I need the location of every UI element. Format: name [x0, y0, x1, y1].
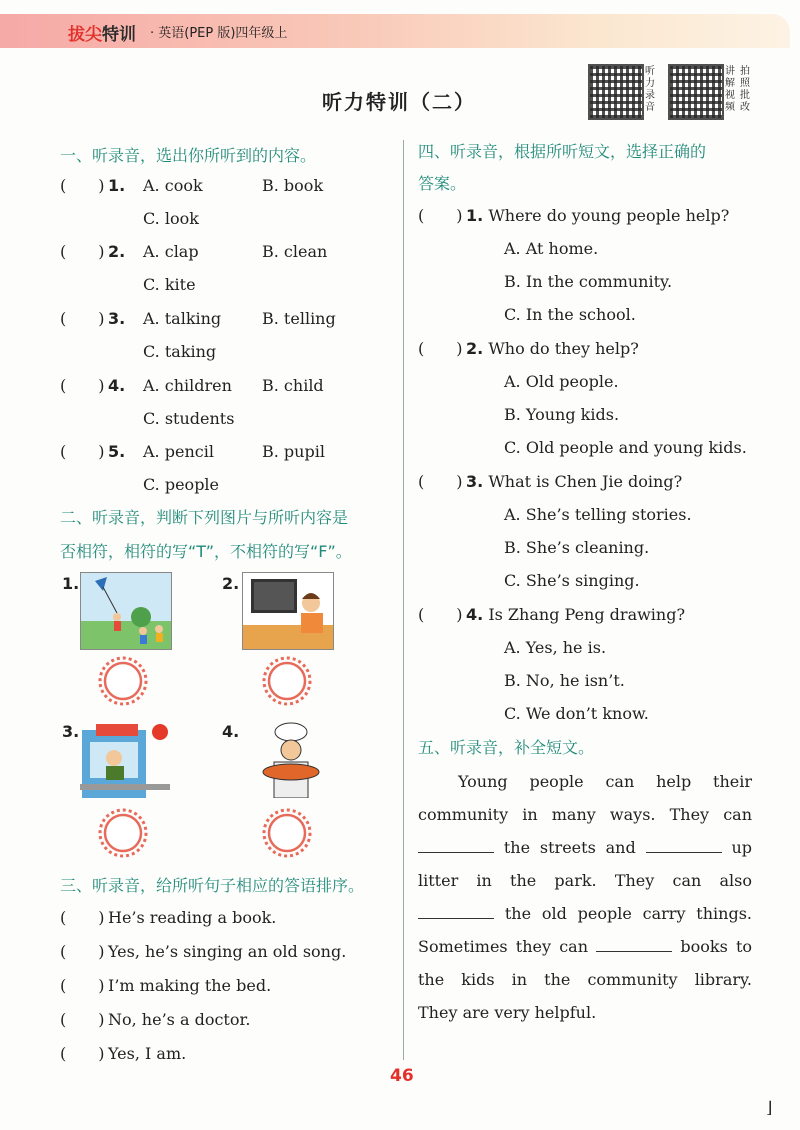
- picture-1-kite-park: [80, 572, 172, 650]
- part4-q4-c: C. We don’t know.: [504, 704, 649, 723]
- picture-2-boy-computer: [242, 572, 334, 650]
- passage-line2: community in many ways. They can: [418, 805, 752, 824]
- qr-code-2[interactable]: [668, 64, 724, 120]
- section3-heading: 三、听录音，给所听句子相应的答语排序。: [60, 876, 365, 895]
- part3-item1: ( ) He’s reading a book.: [60, 908, 277, 927]
- brand-logo: [68, 20, 136, 45]
- part1-q3-b: B. telling: [262, 309, 336, 328]
- blank-2[interactable]: [646, 838, 722, 853]
- part1-q4-c: C. students: [143, 409, 235, 428]
- corner-mark: ⌋: [766, 1098, 773, 1117]
- column-divider: [403, 140, 404, 1060]
- part1-q1: ( ) 1.: [60, 176, 126, 195]
- brand-part1: 拔尖: [68, 25, 102, 45]
- part1-q3: ( ) 3.: [60, 309, 126, 328]
- part1-q1-b: B. book: [262, 176, 324, 195]
- picture-3-number: 3.: [62, 722, 80, 741]
- part4-q3: ( ) 3. What is Chen Jie doing?: [418, 472, 683, 491]
- picture-4-number: 4.: [222, 722, 240, 741]
- part4-q2: ( ) 2. Who do they help?: [418, 339, 639, 358]
- passage-line1: Young people can help their: [458, 772, 752, 791]
- picture-1-number: 1.: [62, 574, 80, 593]
- section5-heading: 五、听录音，补全短文。: [418, 738, 595, 757]
- part1-q4-a: A. children: [143, 376, 232, 395]
- passage-line4: litter in the park. They can also: [418, 871, 752, 890]
- part4-q1-a: A. At home.: [504, 239, 599, 258]
- part3-item4: ( ) No, he’s a doctor.: [60, 1010, 251, 1029]
- answer-circle-4[interactable]: [260, 806, 314, 860]
- part4-q1-b: B. In the community.: [504, 272, 673, 291]
- picture-2-number: 2.: [222, 574, 240, 593]
- passage: [418, 765, 752, 1029]
- passage-line3: the streets and up: [418, 831, 752, 864]
- qr-code-1[interactable]: [588, 64, 644, 120]
- section4-heading-line2: 答案。: [418, 174, 467, 193]
- passage-line6: Sometimes they can books to: [418, 937, 752, 956]
- qr-label-3: 拍照批改: [740, 66, 750, 113]
- part4-q3-a: A. She’s telling stories.: [504, 505, 692, 524]
- picture-4-cook: [256, 722, 346, 798]
- part1-q2-a: A. clap: [143, 242, 199, 261]
- part1-q2-b: B. clean: [262, 242, 328, 261]
- section2-heading-line1: 二、听录音，判断下列图片与所听内容是: [60, 508, 349, 527]
- passage-line5: the old people carry things.: [418, 897, 752, 930]
- part1-q5: ( ) 5.: [60, 442, 126, 461]
- section4-heading-line1: 四、听录音，根据所听短文，选择正确的: [418, 142, 707, 161]
- blank-3[interactable]: [418, 904, 494, 919]
- qr-label-1: 听力录音: [645, 66, 655, 113]
- part1-q5-a: A. pencil: [143, 442, 214, 461]
- part1-q4-b: B. child: [262, 376, 324, 395]
- part4-q2-c: C. Old people and young kids.: [504, 438, 747, 457]
- blank-4[interactable]: [596, 937, 672, 952]
- part3-item5: ( ) Yes, I am.: [60, 1044, 187, 1063]
- part4-q1: ( ) 1. Where do young people help?: [418, 206, 730, 225]
- part4-q2-b: B. Young kids.: [504, 405, 620, 424]
- answer-circle-2[interactable]: [260, 654, 314, 708]
- part1-q5-b: B. pupil: [262, 442, 325, 461]
- part1-q1-c: C. look: [143, 209, 199, 228]
- part3-item3: ( ) I’m making the bed.: [60, 976, 272, 995]
- part1-q1-a: A. cook: [143, 176, 203, 195]
- qr-label-2: 讲解视频: [725, 66, 735, 113]
- brand-part2: 特训: [102, 25, 136, 45]
- part1-q4: ( ) 4.: [60, 376, 126, 395]
- answer-circle-1[interactable]: [96, 654, 150, 708]
- section1-heading: 一、听录音，选出你所听到的内容。: [60, 146, 317, 165]
- part4-q4-b: B. No, he isn’t.: [504, 671, 625, 690]
- page-title: 听力特训（二）: [322, 90, 476, 114]
- part4-q4-a: A. Yes, he is.: [504, 638, 607, 657]
- page-number: 46: [390, 1066, 414, 1086]
- picture-3-man-bus: [80, 722, 170, 798]
- part4-q1-c: C. In the school.: [504, 305, 636, 324]
- part3-item2: ( ) Yes, he’s singing an old song.: [60, 942, 347, 961]
- part4-q4: ( ) 4. Is Zhang Peng drawing?: [418, 605, 686, 624]
- part1-q2-c: C. kite: [143, 275, 196, 294]
- book-info: · 英语(PEP 版)四年级上: [150, 26, 288, 41]
- passage-line7: the kids in the community library.: [418, 970, 752, 989]
- answer-circle-3[interactable]: [96, 806, 150, 860]
- part1-q3-c: C. taking: [143, 342, 217, 361]
- part4-q3-c: C. She’s singing.: [504, 571, 640, 590]
- section2-heading-line2: 否相符，相符的写“T”，不相符的写“F”。: [60, 542, 352, 561]
- part1-q5-c: C. people: [143, 475, 220, 494]
- part4-q2-a: A. Old people.: [504, 372, 619, 391]
- part4-q3-b: B. She’s cleaning.: [504, 538, 650, 557]
- passage-line8: They are very helpful.: [418, 1003, 597, 1022]
- part1-q3-a: A. talking: [143, 309, 222, 328]
- blank-1[interactable]: [418, 838, 494, 853]
- part1-q2: ( ) 2.: [60, 242, 126, 261]
